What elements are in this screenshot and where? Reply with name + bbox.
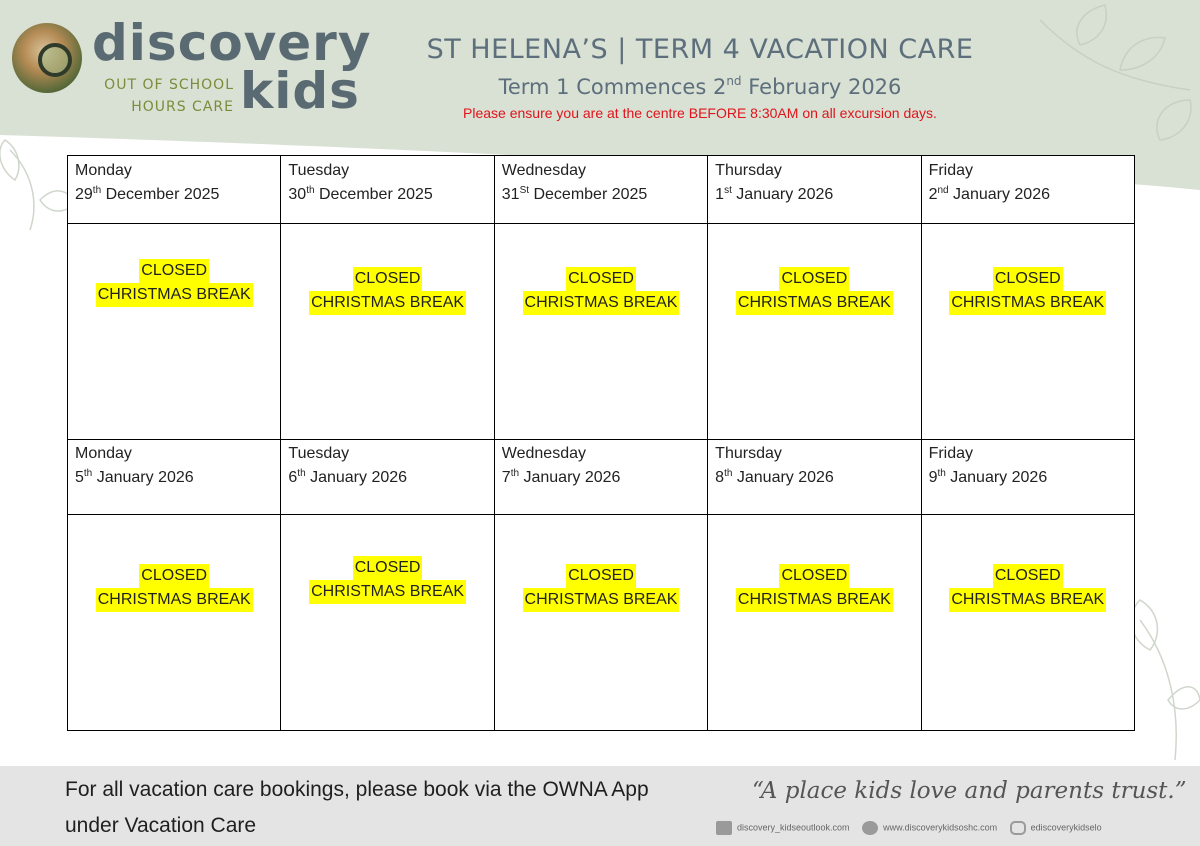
activity-cell [281, 515, 494, 731]
subtitle-post: February 2026 [741, 75, 902, 99]
logo-child-magnifier-image [12, 23, 82, 93]
weekday-label: Wednesday [501, 445, 586, 462]
closed-notice [949, 267, 1106, 315]
closed-label: CLOSED [993, 267, 1063, 291]
date-suffix: st [724, 185, 732, 196]
closed-notice [96, 564, 253, 612]
activity-cell [708, 515, 921, 731]
date-cell [708, 440, 921, 515]
christmas-break-label: CHRISTMAS BREAK [309, 291, 466, 315]
date-suffix: th [510, 468, 520, 479]
date-label [75, 182, 273, 208]
discovery-kids-logo [12, 14, 372, 125]
weekday-label: Thursday [715, 162, 782, 179]
date-rest: January 2026 [945, 469, 1048, 486]
logo-word-discovery: discovery [92, 14, 372, 72]
date-label [288, 465, 486, 491]
date-num: 5 [75, 469, 84, 486]
closed-notice [523, 564, 680, 612]
date-num: 9 [928, 469, 938, 486]
weekday-label: Friday [928, 445, 974, 462]
date-rest: January 2026 [732, 469, 834, 486]
date-num: 1 [715, 186, 725, 203]
closed-label: CLOSED [779, 564, 849, 588]
weekday-label: Tuesday [288, 162, 350, 179]
page-title: ST HELENA’S | TERM 4 VACATION CARE [426, 34, 974, 65]
date-suffix: th [306, 185, 315, 196]
activity-cell [921, 224, 1134, 440]
excursion-note: Please ensure you are at the centre BEFORE 8:30AM on all excursion days. [463, 105, 937, 121]
date-label [929, 465, 1127, 491]
date-rest: January 2026 [948, 186, 1050, 203]
date-cell [281, 156, 494, 224]
date-label [288, 182, 486, 208]
closed-notice [949, 564, 1106, 612]
activity-cell [68, 224, 281, 440]
email-icon [716, 821, 732, 835]
closed-notice [96, 259, 253, 307]
week-2-body-row [68, 515, 1135, 731]
date-label [502, 182, 700, 208]
date-cell [68, 440, 281, 515]
date-suffix: th [937, 468, 946, 479]
date-cell [708, 156, 921, 224]
date-cell [494, 156, 707, 224]
instagram-icon [1010, 821, 1026, 835]
closed-label: CLOSED [139, 564, 209, 588]
activity-cell [708, 224, 921, 440]
closed-label: CLOSED [566, 564, 636, 588]
date-rest: January 2026 [305, 469, 408, 486]
date-suffix: nd [937, 185, 949, 196]
date-num: 29 [75, 186, 93, 203]
date-rest: January 2026 [519, 469, 621, 486]
date-rest: January 2026 [92, 469, 194, 486]
date-suffix: St [519, 185, 530, 196]
instagram-contact[interactable] [1010, 821, 1102, 835]
christmas-break-label: CHRISTMAS BREAK [949, 588, 1106, 612]
closed-label: CLOSED [993, 564, 1063, 588]
subtitle-pre: Term 1 Commences 2 [498, 75, 727, 99]
christmas-break-label: CHRISTMAS BREAK [523, 588, 680, 612]
website-contact[interactable] [862, 821, 997, 835]
activity-cell [494, 224, 707, 440]
date-suffix: th [83, 468, 93, 479]
closed-label: CLOSED [566, 267, 636, 291]
date-cell [494, 440, 707, 515]
logo-word-kids: kids [240, 62, 360, 120]
booking-instructions: For all vacation care bookings, please book via the OWNA App under Vacation Care [65, 778, 649, 837]
closed-notice [736, 564, 893, 612]
date-suffix: th [92, 185, 102, 196]
date-num: 8 [715, 469, 725, 486]
date-label [715, 465, 913, 491]
closed-label: CLOSED [353, 267, 423, 291]
date-label [75, 465, 273, 491]
weekday-label: Wednesday [501, 162, 586, 179]
weekday-label: Monday [75, 162, 132, 179]
email-contact[interactable] [716, 821, 850, 835]
weekday-label: Tuesday [288, 445, 350, 462]
magnifier-icon [38, 43, 72, 77]
date-label [502, 465, 700, 491]
activity-cell [494, 515, 707, 731]
christmas-break-label: CHRISTMAS BREAK [949, 291, 1106, 315]
logo-subtitle-line-2: HOURS CARE [131, 99, 234, 115]
weekday-label: Friday [928, 162, 974, 179]
closed-label: CLOSED [139, 259, 209, 283]
activity-cell [68, 515, 281, 731]
date-rest: December 2025 [101, 186, 220, 203]
closed-notice [309, 556, 466, 604]
vacation-calendar [67, 155, 1135, 731]
date-cell [921, 156, 1134, 224]
date-suffix: th [724, 468, 733, 479]
activity-cell [921, 515, 1134, 731]
christmas-break-label: CHRISTMAS BREAK [96, 283, 253, 307]
globe-icon [862, 821, 878, 835]
christmas-break-label: CHRISTMAS BREAK [309, 580, 466, 604]
date-num: 30 [288, 186, 307, 203]
christmas-break-label: CHRISTMAS BREAK [736, 291, 893, 315]
website-text: www.discoverykidsoshc.com [883, 822, 998, 833]
contact-info [716, 821, 1112, 841]
closed-notice [523, 267, 680, 315]
closed-notice [736, 267, 893, 315]
closed-notice [309, 267, 466, 315]
week-1-body-row [68, 224, 1135, 440]
logo-subtitle-line-1: OUT OF SCHOOL [104, 77, 234, 93]
date-rest: December 2025 [314, 186, 433, 203]
weekday-label: Thursday [715, 445, 782, 462]
date-cell [281, 440, 494, 515]
subtitle-sup: nd [726, 74, 742, 88]
activity-cell [281, 224, 494, 440]
term-commence-subtitle [400, 74, 1000, 99]
date-label [929, 182, 1127, 208]
christmas-break-label: CHRISTMAS BREAK [736, 588, 893, 612]
date-num: 6 [288, 469, 298, 486]
date-cell [921, 440, 1134, 515]
date-num: 2 [928, 186, 938, 203]
date-label [715, 182, 913, 208]
christmas-break-label: CHRISTMAS BREAK [523, 291, 680, 315]
tagline: “A place kids love and parents trust.” [752, 778, 1187, 804]
date-rest: January 2026 [731, 186, 834, 203]
weekday-label: Monday [75, 445, 132, 462]
instagram-text: ediscoverykidselo [1030, 822, 1102, 833]
week-1-header-row [68, 156, 1135, 224]
date-num: 31 [501, 186, 520, 203]
christmas-break-label: CHRISTMAS BREAK [96, 588, 253, 612]
date-num: 7 [501, 469, 511, 486]
date-suffix: th [297, 468, 306, 479]
week-2-header-row [68, 440, 1135, 515]
closed-label: CLOSED [353, 556, 423, 580]
email-text: discovery_kidseoutlook.com [737, 822, 850, 833]
closed-label: CLOSED [779, 267, 849, 291]
date-rest: December 2025 [529, 186, 648, 203]
date-cell [68, 156, 281, 224]
